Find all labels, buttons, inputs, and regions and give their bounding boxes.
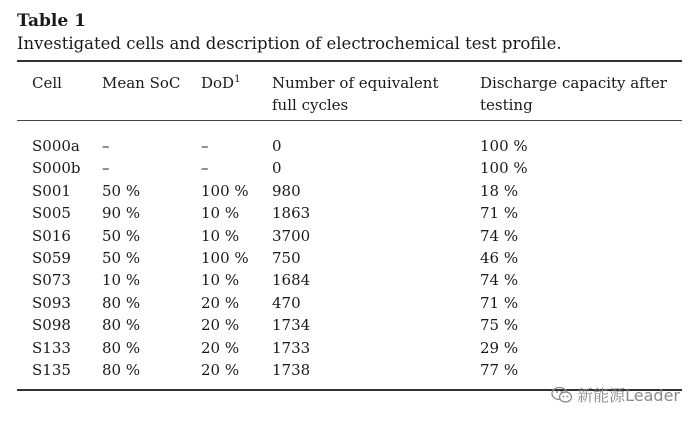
table-cell-dod: – (201, 137, 209, 155)
table-row (17, 292, 682, 314)
table-figure (17, 10, 682, 391)
table-cell-discharge-capacity: 71 % (480, 204, 519, 223)
table-cell-mean-soc: – (102, 137, 110, 155)
table-cell-discharge-capacity: 100 % (480, 137, 528, 155)
table-cell-mean-soc: 80 % (102, 360, 141, 379)
header-capacity-line2: testing (480, 96, 533, 114)
table-cell-discharge-capacity: 71 % (480, 293, 519, 312)
table-cell-equivalent-cycles: 1684 (272, 271, 311, 290)
table-cell-discharge-capacity: 77 % (480, 360, 519, 379)
table-body (17, 135, 682, 381)
table-cell-cell-id: S059 (32, 248, 71, 267)
table-cell-equivalent-cycles: 980 (272, 181, 301, 200)
table-row (17, 314, 682, 336)
table-label: Table 1 (17, 11, 86, 31)
table-cell-discharge-capacity: 74 % (480, 226, 519, 245)
header-dod-label: DoD (201, 74, 235, 92)
table-cell-equivalent-cycles: 470 (272, 293, 301, 312)
table-cell-discharge-capacity: 46 % (480, 248, 519, 267)
table-row (17, 269, 682, 291)
table-row (17, 135, 682, 157)
table-cell-cell-id: S135 (32, 360, 71, 379)
table-cell-equivalent-cycles: 0 (272, 137, 282, 155)
header-rule (17, 120, 682, 121)
table-cell-mean-soc: 80 % (102, 338, 141, 357)
table-cell-discharge-capacity: 29 % (480, 338, 519, 357)
table-cell-cell-id: S000a (32, 137, 80, 155)
header-dod-footnote-marker: 1 (234, 74, 241, 85)
table-cell-dod: – (201, 159, 209, 178)
table-row (17, 225, 682, 247)
table-cell-discharge-capacity: 100 % (480, 159, 528, 178)
table-cell-dod: 20 % (201, 293, 240, 312)
wechat-icon (551, 386, 573, 404)
table-cell-cell-id: S133 (32, 338, 71, 357)
table-cell-mean-soc: 80 % (102, 316, 141, 335)
table-cell-dod: 20 % (201, 316, 240, 335)
table-cell-dod: 20 % (201, 360, 240, 379)
table-cell-mean-soc: 80 % (102, 293, 141, 312)
table-row (17, 180, 682, 202)
table-cell-cell-id: S000b (32, 159, 81, 178)
header-mean-soc: Mean SoC (102, 74, 181, 92)
table-cell-cell-id: S073 (32, 271, 71, 290)
table-cell-dod: 100 % (201, 248, 249, 267)
table-cell-cell-id: S001 (32, 181, 71, 200)
table-cell-equivalent-cycles: 3700 (272, 226, 311, 245)
table-cell-equivalent-cycles: 1733 (272, 338, 311, 357)
table-cell-cell-id: S005 (32, 204, 71, 223)
header-cell: Cell (32, 74, 62, 92)
table-cell-mean-soc: – (102, 159, 110, 178)
table-header-row (17, 62, 682, 120)
table-caption: Investigated cells and description of electrochemical test profile. (17, 34, 562, 53)
table-cell-mean-soc: 50 % (102, 181, 141, 200)
table-row (17, 157, 682, 179)
table-cell-discharge-capacity: 74 % (480, 271, 519, 290)
table-cell-mean-soc: 50 % (102, 226, 141, 245)
table-cell-dod: 20 % (201, 338, 240, 357)
watermark (551, 383, 680, 406)
table-cell-equivalent-cycles: 1738 (272, 360, 311, 379)
table-cell-discharge-capacity: 18 % (480, 181, 519, 200)
table-cell-mean-soc: 50 % (102, 248, 141, 267)
table-cell-equivalent-cycles: 750 (272, 248, 301, 267)
table-row (17, 202, 682, 224)
header-capacity (480, 72, 667, 116)
table-cell-dod: 10 % (201, 271, 240, 290)
table-row (17, 359, 682, 381)
table-row (17, 247, 682, 269)
table-cell-equivalent-cycles: 0 (272, 159, 282, 178)
table-cell-cell-id: S093 (32, 293, 71, 312)
table-cell-dod: 10 % (201, 226, 240, 245)
table-cell-equivalent-cycles: 1734 (272, 316, 311, 335)
table-cell-cell-id: S016 (32, 226, 71, 245)
table-cell-dod: 10 % (201, 204, 240, 223)
table-cell-cell-id: S098 (32, 316, 71, 335)
table-cell-dod: 100 % (201, 181, 249, 200)
header-cycles-line2: full cycles (272, 96, 349, 114)
watermark-text: 新能源Leader (577, 386, 680, 405)
table-cell-discharge-capacity: 75 % (480, 316, 519, 335)
table-cell-mean-soc: 10 % (102, 271, 141, 290)
header-cycles (272, 72, 439, 116)
table-cell-equivalent-cycles: 1863 (272, 204, 311, 223)
table-row (17, 337, 682, 359)
table-cell-mean-soc: 90 % (102, 204, 141, 223)
header-dod (201, 72, 240, 94)
header-cycles-line1: Number of equivalent (272, 74, 439, 92)
header-capacity-line1: Discharge capacity after (480, 74, 667, 92)
